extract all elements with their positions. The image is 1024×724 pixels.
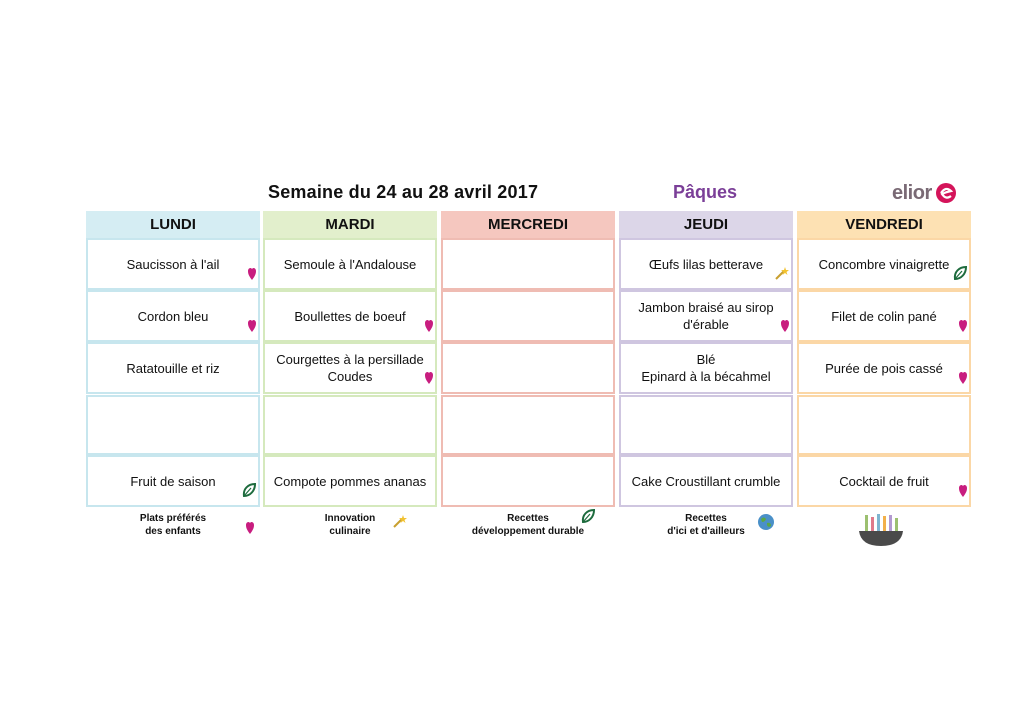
menu-item-text: Blé Epinard à la bécahmel [641, 352, 771, 384]
heart-icon [781, 319, 789, 336]
heart-icon [248, 267, 256, 284]
menu-item-text: Œufs lilas betterave [648, 256, 764, 272]
menu-item [797, 455, 971, 507]
heart-icon [425, 319, 433, 336]
legend-item [619, 512, 793, 538]
menu-item [263, 290, 437, 342]
menu-item-text: Fruit de saison [130, 473, 216, 489]
legend-item [441, 512, 615, 538]
menu-item [86, 395, 260, 455]
leaf-icon [581, 509, 595, 527]
day-column-mardi [263, 211, 437, 489]
menu-item [797, 238, 971, 290]
day-column-vendredi [797, 211, 971, 489]
day-column-mercredi [441, 211, 615, 238]
day-header: MARDI [263, 211, 437, 238]
legend-text: Innovation culinaire [324, 513, 376, 537]
elior-mark-icon [934, 181, 958, 205]
menu-item [263, 395, 437, 455]
menu-item [619, 342, 793, 394]
menu-item [619, 238, 793, 290]
menu-item [619, 290, 793, 342]
menu-item [619, 455, 793, 507]
menu-item [619, 395, 793, 455]
day-header: MERCREDI [441, 211, 615, 238]
menu-item-text: Cake Croustillant crumble [631, 473, 781, 489]
menu-item-text: Cordon bleu [137, 308, 209, 324]
legend-item [797, 512, 971, 525]
magic-wand-icon [775, 266, 789, 284]
menu-item-text: Saucisson à l'ail [126, 256, 220, 272]
menu-item [263, 238, 437, 290]
menu-item-text: Concombre vinaigrette [818, 256, 950, 272]
heart-icon [248, 319, 256, 336]
menu-item [797, 290, 971, 342]
menu-item [797, 395, 971, 455]
menu-item [441, 238, 615, 290]
bowl-logo-icon [857, 513, 905, 551]
legend-text: Recettes développement durable [471, 513, 585, 537]
leaf-icon [242, 483, 256, 501]
legend-item [263, 512, 437, 538]
menu-item [441, 395, 615, 455]
day-column-jeudi [619, 211, 793, 489]
menu-item [86, 342, 260, 394]
menu-item-text: Compote pommes ananas [273, 473, 427, 489]
day-column-lundi [86, 211, 260, 489]
menu-item [441, 455, 615, 507]
heart-icon [425, 371, 433, 388]
legend-text: Recettes d'ici et d'ailleurs [667, 513, 745, 537]
heart-icon [246, 521, 254, 538]
menu-item [797, 342, 971, 394]
legend-item [86, 512, 260, 538]
menu-item-text: Jambon braisé au sirop d'érable [638, 300, 774, 332]
menu-item [263, 342, 437, 394]
menu-item [441, 342, 615, 394]
menu-item-text: Cocktail de fruit [839, 473, 929, 489]
menu-item [263, 455, 437, 507]
heart-icon [959, 319, 967, 336]
menu-item-text: Semoule à l'Andalouse [283, 256, 417, 272]
menu-item-text: Filet de colin pané [831, 308, 937, 324]
magic-wand-icon [393, 514, 407, 532]
heart-icon [959, 484, 967, 501]
menu-item-text: Boullettes de boeuf [294, 308, 406, 324]
menu-item [441, 290, 615, 342]
menu-item [86, 238, 260, 290]
globe-icon [757, 513, 775, 535]
legend-text: Plats préférés des enfants [139, 513, 207, 537]
logo-text: elior [892, 181, 932, 204]
day-header: JEUDI [619, 211, 793, 238]
menu-item [86, 455, 260, 507]
elior-logo [892, 181, 958, 205]
page-title: Semaine du 24 au 28 avril 2017 [268, 182, 539, 202]
menu-item-text: Purée de pois cassé [825, 360, 943, 376]
day-header: LUNDI [86, 211, 260, 238]
leaf-icon [953, 266, 967, 284]
menu-item-text: Ratatouille et riz [126, 360, 220, 376]
menu-item [86, 290, 260, 342]
day-header: VENDREDI [797, 211, 971, 238]
menu-item-text: Courgettes à la persillade Coudes [276, 352, 424, 384]
event-label: Pâques [673, 182, 738, 202]
heart-icon [959, 371, 967, 388]
